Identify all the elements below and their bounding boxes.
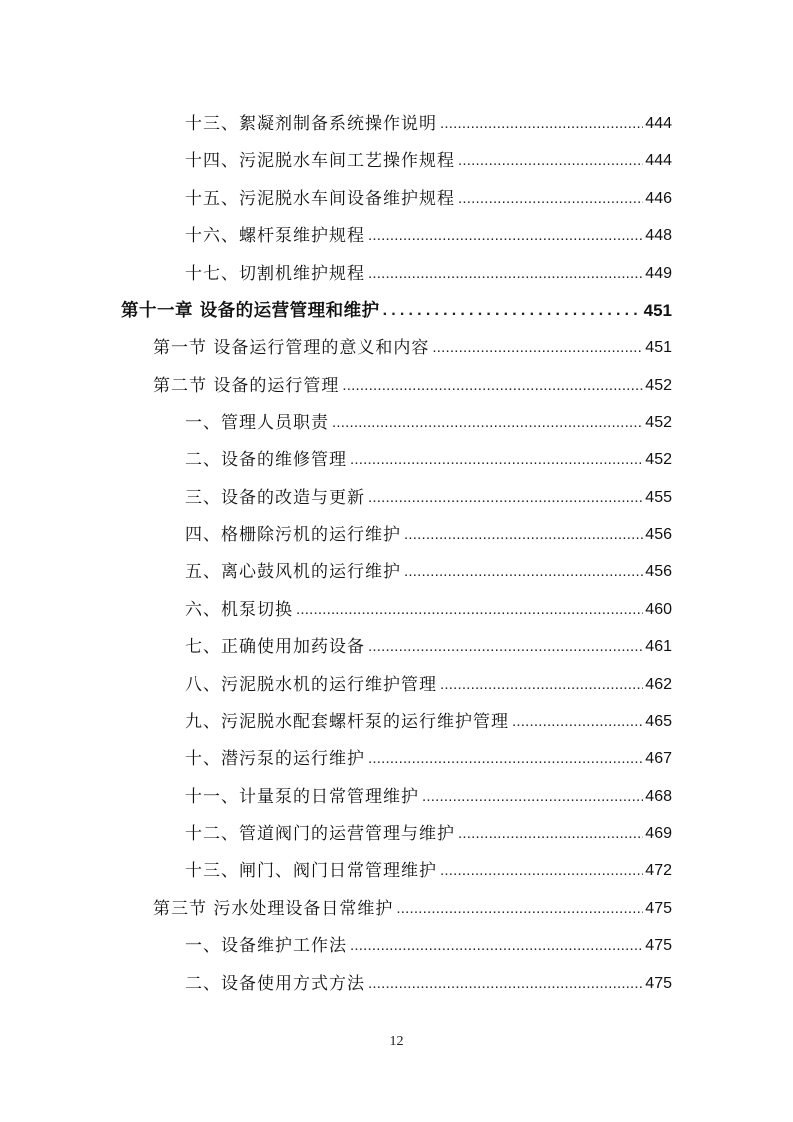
toc-entry[interactable] xyxy=(185,740,672,770)
toc-section-entry[interactable] xyxy=(153,367,672,397)
dot-leader xyxy=(440,674,643,696)
toc-entry-page: 448 xyxy=(645,227,672,244)
toc-entry-page: 461 xyxy=(645,638,672,655)
dot-leader xyxy=(296,599,643,621)
dot-leader xyxy=(332,412,643,434)
dot-leader xyxy=(458,823,643,845)
toc-entry[interactable] xyxy=(185,516,672,546)
toc-entry-title: 八、污泥脱水机的运行维护管理 xyxy=(185,675,437,695)
toc-entry[interactable] xyxy=(185,778,672,808)
toc-entry[interactable] xyxy=(185,666,672,696)
toc-entry-page: 462 xyxy=(645,676,672,693)
dot-leader xyxy=(368,973,643,995)
dot-leader xyxy=(404,524,643,546)
dot-leader xyxy=(404,561,643,583)
dot-leader xyxy=(440,860,643,882)
toc-entry-title: 二、设备使用方式方法 xyxy=(185,974,365,994)
toc-entry-title: 九、污泥脱水配套螺杆泵的运行维护管理 xyxy=(185,712,509,732)
dot-leader xyxy=(383,300,642,322)
toc-entry-page: 452 xyxy=(645,451,672,468)
dot-leader xyxy=(396,898,643,920)
toc-entry[interactable] xyxy=(185,105,672,135)
toc-entry-title: 十五、污泥脱水车间设备维护规程 xyxy=(185,189,455,209)
toc-entry-page: 452 xyxy=(645,377,672,394)
toc-entry[interactable] xyxy=(185,815,672,845)
toc-entry-page: 444 xyxy=(645,115,672,132)
toc-entry-page: 446 xyxy=(645,190,672,207)
toc-entry-page: 468 xyxy=(645,788,672,805)
toc-entry-page: 475 xyxy=(645,975,672,992)
toc-entry-title: 五、离心鼓风机的运行维护 xyxy=(185,562,401,582)
dot-leader xyxy=(458,150,643,172)
toc-entry[interactable] xyxy=(185,628,672,658)
toc-entry[interactable] xyxy=(185,591,672,621)
toc-entry-title: 十七、切割机维护规程 xyxy=(185,264,365,284)
toc-entry-title: 一、管理人员职责 xyxy=(185,413,329,433)
toc-entry[interactable] xyxy=(185,217,672,247)
toc-entry[interactable] xyxy=(185,441,672,471)
toc-entry-title: 第三节 污水处理设备日常维护 xyxy=(153,899,394,919)
toc-entry-title: 七、正确使用加药设备 xyxy=(185,637,365,657)
toc-entry-page: 452 xyxy=(645,414,672,431)
toc-entry-page: 465 xyxy=(645,713,672,730)
toc-section-entry[interactable] xyxy=(153,329,672,359)
toc-entry-title: 二、设备的维修管理 xyxy=(185,450,347,470)
dot-leader xyxy=(350,935,643,957)
toc-entry[interactable] xyxy=(185,142,672,172)
toc-entry[interactable] xyxy=(185,255,672,285)
toc-entry-page: 475 xyxy=(645,937,672,954)
toc-entry-title: 第一节 设备运行管理的意义和内容 xyxy=(153,338,430,358)
toc-entry-title: 十四、污泥脱水车间工艺操作规程 xyxy=(185,151,455,171)
page-number: 12 xyxy=(389,1034,404,1049)
toc-entry-title: 四、格栅除污机的运行维护 xyxy=(185,525,401,545)
toc-entry-title: 十、潜污泵的运行维护 xyxy=(185,749,365,769)
toc-entry-title: 十一、计量泵的日常管理维护 xyxy=(185,787,419,807)
dot-leader xyxy=(368,636,643,658)
toc-entry[interactable] xyxy=(185,479,672,509)
toc-entry[interactable] xyxy=(185,703,672,733)
toc-entry-title: 第二节 设备的运行管理 xyxy=(153,376,340,396)
toc-entry-title: 十三、闸门、阀门日常管理维护 xyxy=(185,861,437,881)
dot-leader xyxy=(368,263,643,285)
toc-entry[interactable] xyxy=(185,404,672,434)
toc-entry-page: 475 xyxy=(645,900,672,917)
toc-entry-page: 456 xyxy=(645,526,672,543)
toc-entry-title: 六、机泵切换 xyxy=(185,600,293,620)
toc-entry[interactable] xyxy=(185,927,672,957)
toc-entry-page: 455 xyxy=(645,489,672,506)
toc-section-entry[interactable] xyxy=(153,890,672,920)
toc-entry-page: 449 xyxy=(645,265,672,282)
toc-entry[interactable] xyxy=(185,852,672,882)
dot-leader xyxy=(342,375,643,397)
toc-entry-title: 十六、螺杆泵维护规程 xyxy=(185,226,365,246)
toc-entry-page: 451 xyxy=(643,301,672,320)
toc-entry-title: 第十一章 设备的运营管理和维护 xyxy=(121,301,380,321)
toc-entry[interactable] xyxy=(185,553,672,583)
dot-leader xyxy=(368,487,643,509)
toc-entry-title: 一、设备维护工作法 xyxy=(185,936,347,956)
toc-entry-title: 三、设备的改造与更新 xyxy=(185,488,365,508)
toc-entry-title: 十二、管道阀门的运营管理与维护 xyxy=(185,824,455,844)
toc-entry-title: 十三、絮凝剂制备系统操作说明 xyxy=(185,114,437,134)
toc-entry[interactable] xyxy=(185,965,672,995)
dot-leader xyxy=(350,449,643,471)
toc-entry-page: 472 xyxy=(645,862,672,879)
dot-leader xyxy=(368,225,643,247)
dot-leader xyxy=(512,711,643,733)
dot-leader xyxy=(458,188,643,210)
toc-entry-page: 451 xyxy=(645,339,672,356)
toc-entry-page: 460 xyxy=(645,601,672,618)
dot-leader xyxy=(440,113,643,135)
dot-leader xyxy=(432,337,643,359)
dot-leader xyxy=(422,786,643,808)
toc-chapter-entry[interactable] xyxy=(121,292,672,322)
toc-entry-page: 467 xyxy=(645,750,672,767)
toc-entry-page: 469 xyxy=(645,825,672,842)
dot-leader xyxy=(368,748,643,770)
toc-entry-page: 444 xyxy=(645,152,672,169)
toc-entry-page: 456 xyxy=(645,563,672,580)
toc-entry[interactable] xyxy=(185,180,672,210)
